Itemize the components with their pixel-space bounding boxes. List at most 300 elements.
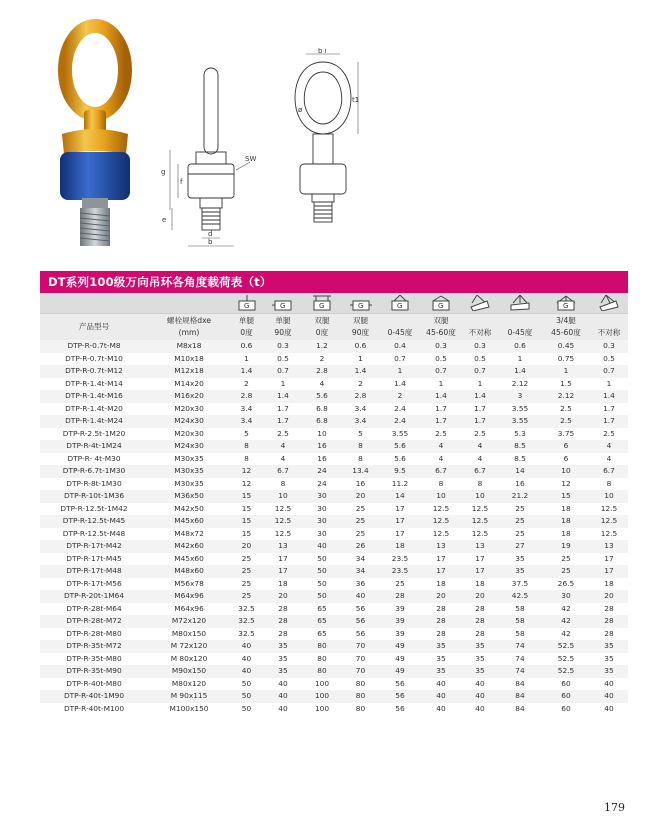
cell-load-value: 4 [606, 453, 612, 463]
cell-load-value: 12.5 [274, 503, 292, 513]
load-table [40, 271, 628, 715]
cell-load-value: 10 [475, 491, 485, 500]
cell-load-value: 17 [604, 566, 614, 575]
hdr-deg-90: 90度 [351, 328, 370, 337]
cell-load-value: 35 [278, 641, 288, 650]
cell-load-value: 32.5 [238, 628, 255, 638]
cell-load-value: 1.4 [394, 378, 406, 388]
cell-load-value: 8 [244, 441, 249, 450]
cell-load-value: 1.7 [435, 403, 447, 413]
cell-product-model: DTP-R-35t-M90 [66, 666, 122, 675]
hdr-single-leg: 单腿 [275, 316, 291, 325]
cell-load-value: 1.4 [277, 391, 289, 400]
cell-load-value: 6 [563, 441, 569, 450]
cell-load-value: 20 [436, 591, 446, 600]
cell-load-value: 3.75 [557, 428, 575, 438]
hdr-double-leg: 双腿 [314, 316, 330, 325]
cell-load-value: 28 [436, 616, 446, 625]
cell-load-value: 80 [317, 666, 327, 675]
cell-load-value: 25 [515, 516, 525, 525]
cell-load-value: 1.7 [603, 416, 615, 425]
table-body [40, 340, 628, 715]
hdr-three-four-leg: 3/4腿 [556, 316, 576, 325]
cell-load-value: 14 [515, 466, 525, 475]
page-number: 179 [604, 801, 625, 814]
cell-load-value: 18 [604, 578, 614, 588]
cell-load-value: 6.7 [603, 466, 615, 475]
cell-load-value: 25 [355, 528, 366, 538]
cell-load-value: 0.3 [474, 341, 486, 350]
cell-load-value: 32.5 [238, 603, 255, 613]
cell-load-value: 5.6 [316, 391, 328, 400]
cell-load-value: 35 [278, 666, 288, 675]
hdr-deg-0: 0度 [240, 328, 253, 337]
table-row [40, 603, 628, 616]
cell-load-value: 20 [355, 491, 366, 500]
cell-load-value: 18 [395, 541, 405, 550]
cell-load-value: 28 [604, 628, 614, 638]
cell-bolt-spec: M30x35 [174, 466, 204, 475]
cell-load-value: 25 [561, 566, 571, 575]
single-leg-90-icon [263, 293, 303, 313]
cell-load-value: 2.5 [435, 428, 447, 438]
cell-load-value: 17 [395, 528, 405, 538]
cell-bolt-spec: M80x120 [171, 678, 207, 688]
cell-load-value: 52.5 [557, 653, 575, 663]
cell-load-value: 19 [561, 541, 571, 550]
cell-product-model: DTP-R-0.7t-M8 [67, 341, 121, 350]
cell-load-value: 28 [278, 616, 288, 625]
cell-load-value: 17 [475, 566, 485, 575]
cell-load-value: 50 [241, 691, 252, 700]
dim-e-label: e [162, 216, 167, 224]
table-row [40, 403, 628, 416]
cell-load-value: 35 [475, 653, 485, 663]
cell-load-value: 84 [515, 703, 525, 713]
cell-bolt-spec: M80x150 [171, 628, 207, 638]
table-title: DT系列100级万向吊环各角度载荷表（t） [40, 271, 628, 293]
cell-load-value: 56 [355, 628, 366, 638]
cell-load-value: 28 [278, 603, 288, 613]
cell-load-value: 1.7 [474, 403, 486, 413]
cell-load-value: 1.4 [514, 366, 526, 375]
cell-load-value: 3.4 [240, 416, 253, 425]
cell-load-value: 20 [475, 591, 485, 600]
cell-load-value: 5 [358, 428, 363, 438]
cell-load-value: 80 [355, 691, 366, 700]
cell-load-value: 2.8 [316, 366, 328, 375]
cell-bolt-spec: M90x150 [171, 666, 207, 675]
cell-load-value: 12.5 [471, 516, 489, 525]
cell-load-value: 3.55 [511, 403, 529, 413]
cell-load-value: 56 [355, 603, 366, 613]
cell-product-model: DTP-R-0.7t-M10 [65, 353, 123, 363]
cell-load-value: 52.5 [557, 641, 575, 650]
asymmetric-icon [462, 293, 498, 313]
cell-load-value: 25 [395, 578, 405, 588]
table-row [40, 390, 628, 403]
cell-load-value: 8 [358, 441, 363, 450]
cell-load-value: 3.4 [354, 403, 367, 413]
cell-product-model: DTP-R- 4t-M30 [67, 453, 121, 463]
hdr-asymmetric: 不对称 [468, 328, 492, 337]
cell-load-value: 50 [241, 703, 252, 713]
cell-load-value: 4 [606, 441, 612, 450]
dim-f-label: f [180, 178, 183, 186]
cell-load-value: 0.6 [240, 341, 253, 350]
cell-load-value: 8 [438, 478, 444, 488]
cell-load-value: 60 [561, 691, 571, 700]
cell-load-value: 0.7 [277, 366, 289, 375]
cell-product-model: DTP-R-20t-1M64 [63, 591, 125, 600]
cell-load-value: 13.4 [352, 466, 369, 475]
cell-load-value: 25 [515, 528, 525, 538]
cell-load-value: 20 [278, 591, 288, 600]
cell-product-model: DTP-R-28t-M72 [66, 616, 122, 625]
cell-load-value: 4 [319, 378, 325, 388]
svg-text:G: G [243, 302, 249, 310]
cell-load-value: 58 [515, 628, 525, 638]
svg-text:G: G [280, 302, 286, 310]
cell-load-value: 25 [515, 503, 525, 513]
cell-load-value: 30 [317, 528, 327, 538]
cell-load-value: 13 [604, 541, 614, 550]
cell-load-value: 40 [436, 691, 446, 700]
cell-product-model: DTP-R-40t-M80 [66, 678, 122, 688]
asymmetric-multi-icon [590, 293, 628, 313]
cell-load-value: 35 [436, 641, 446, 650]
cell-load-value: 26 [355, 541, 366, 550]
dim-d-label: d [208, 230, 213, 238]
cell-product-model: DTP-R-40t-M100 [63, 703, 125, 713]
cell-load-value: 1 [438, 378, 444, 388]
cell-load-value: 4 [280, 453, 286, 463]
table-row [40, 540, 628, 553]
cell-load-value: 15 [241, 528, 252, 538]
cell-load-value: 17 [436, 553, 446, 563]
cell-load-value: 8 [244, 453, 249, 463]
cell-load-value: 2 [358, 378, 363, 388]
cell-load-value: 2 [244, 378, 249, 388]
product-photo [40, 18, 150, 250]
cell-load-value: 6 [563, 453, 569, 463]
cell-load-value: 2.12 [511, 378, 529, 388]
cell-bolt-spec: M72x120 [171, 616, 207, 625]
cell-load-value: 26.5 [557, 578, 575, 588]
cell-load-value: 39 [395, 603, 405, 613]
cell-load-value: 3 [517, 391, 523, 400]
cell-load-value: 3.55 [511, 416, 529, 425]
cell-load-value: 25 [241, 566, 252, 575]
cell-bolt-spec: M45x60 [174, 516, 204, 525]
cell-load-value: 28 [436, 603, 446, 613]
cell-load-value: 1.7 [277, 416, 289, 425]
cell-load-value: 2.5 [560, 403, 572, 413]
cell-load-value: 23.5 [391, 553, 409, 563]
cell-load-value: 8.5 [514, 441, 526, 450]
cell-load-value: 17 [395, 503, 405, 513]
table-row [40, 465, 628, 478]
cell-load-value: 1.2 [316, 341, 328, 350]
cell-load-value: 9.5 [394, 466, 406, 475]
cell-bolt-spec: M20x30 [174, 428, 204, 438]
cell-load-value: 65 [317, 628, 327, 638]
cell-load-value: 18 [475, 578, 485, 588]
cell-load-value: 49 [395, 641, 405, 650]
cell-load-value: 2.5 [603, 428, 615, 438]
dim-b-label: b [208, 238, 213, 246]
dim-sw-label: SW [245, 155, 257, 163]
cell-bolt-spec: M56x78 [174, 578, 204, 588]
cell-load-value: 0.5 [277, 353, 289, 363]
cell-bolt-spec: M45x60 [174, 553, 204, 563]
cell-load-value: 56 [355, 616, 366, 625]
svg-text:G: G [438, 302, 444, 310]
cell-load-value: 12.5 [600, 503, 618, 513]
cell-load-value: 4 [438, 453, 444, 463]
three-four-leg-0-45-icon [498, 293, 542, 313]
cell-load-value: 70 [355, 641, 366, 650]
cell-bolt-spec: M12x18 [174, 366, 204, 375]
cell-load-value: 16 [515, 478, 525, 488]
cell-load-value: 0.75 [557, 353, 575, 363]
hdr-range-45-60: 45-60度 [426, 328, 456, 337]
cell-load-value: 25 [241, 553, 252, 563]
hdr-range-45-60: 45-60度 [551, 328, 581, 337]
cell-load-value: 15 [241, 491, 252, 500]
cell-load-value: 74 [515, 653, 525, 663]
cell-product-model: DTP-R-12.5t-M48 [62, 528, 126, 538]
hdr-double-leg: 双腿 [352, 316, 369, 325]
cell-load-value: 1 [563, 366, 569, 375]
cell-load-value: 40 [436, 703, 446, 713]
cell-load-value: 12.5 [432, 516, 450, 525]
cell-load-value: 58 [515, 603, 525, 613]
cell-load-value: 28 [475, 603, 485, 613]
cell-load-value: 13 [278, 541, 288, 550]
cell-load-value: 32.5 [238, 616, 255, 625]
cell-load-value: 23.5 [391, 566, 409, 575]
cell-product-model: DTP-R-17t-M42 [66, 541, 122, 550]
cell-load-value: 0.45 [557, 341, 575, 350]
cell-load-value: 40 [317, 541, 327, 550]
cell-load-value: 15 [241, 503, 252, 513]
cell-load-value: 35 [604, 666, 614, 675]
cell-load-value: 6.7 [435, 466, 447, 475]
cell-load-value: 2.5 [474, 428, 486, 438]
cell-load-value: 50 [317, 553, 327, 563]
cell-load-value: 40 [604, 691, 614, 700]
table-row [40, 528, 628, 541]
cell-load-value: 12.5 [600, 516, 618, 525]
cell-load-value: 4 [477, 441, 483, 450]
cell-load-value: 40 [604, 703, 614, 713]
cell-load-value: 2 [397, 391, 403, 400]
cell-load-value: 40 [436, 678, 446, 688]
cell-load-value: 84 [515, 691, 525, 700]
cell-load-value: 40 [278, 678, 288, 688]
cell-bolt-spec: M 90x115 [170, 691, 208, 700]
cell-load-value: 25 [355, 503, 366, 513]
svg-text:G: G [319, 302, 325, 310]
cell-load-value: 5.3 [514, 428, 526, 438]
double-leg-90-icon [341, 293, 380, 313]
cell-load-value: 8 [477, 478, 483, 488]
cell-load-value: 2.4 [394, 416, 406, 425]
hdr-range-0-45: 0-45度 [507, 328, 533, 337]
cell-load-value: 18 [278, 578, 288, 588]
cell-load-value: 2 [319, 353, 325, 363]
cell-load-value: 35 [515, 566, 525, 575]
cell-product-model: DTP-R-12.5t-M45 [62, 516, 126, 525]
cell-load-value: 17 [395, 516, 405, 525]
cell-load-value: 0.6 [354, 341, 367, 350]
cell-load-value: 35 [475, 666, 485, 675]
cell-load-value: 0.5 [435, 353, 447, 363]
cell-load-value: 70 [355, 653, 366, 663]
cell-load-value: 42 [561, 628, 571, 638]
cell-load-value: 0.5 [474, 353, 486, 363]
cell-load-value: 27 [515, 541, 525, 550]
table-row [40, 578, 628, 591]
cell-load-value: 24 [317, 478, 327, 488]
cell-load-value: 1.4 [435, 391, 447, 400]
cell-load-value: 28 [604, 603, 614, 613]
cell-load-value: 1.7 [277, 403, 289, 413]
cell-load-value: 74 [515, 666, 525, 675]
cell-product-model: DTP-R-2.5t-1M20 [62, 428, 126, 438]
cell-load-value: 40 [241, 653, 252, 663]
cell-load-value: 56 [395, 703, 405, 713]
cell-load-value: 30 [317, 503, 327, 513]
table-row [40, 440, 628, 453]
cell-bolt-spec: M 72x120 [170, 641, 208, 650]
cell-product-model: DTP-R-17t-M48 [66, 566, 122, 575]
cell-load-value: 52.5 [557, 666, 575, 675]
table-row [40, 565, 628, 578]
cell-bolt-spec: M42x50 [174, 503, 204, 513]
hdr-bolt-spec: 螺栓规格dxe [166, 316, 212, 325]
cell-load-value: 40 [604, 678, 614, 688]
dim-g-label: g [161, 168, 166, 176]
cell-load-value: 12.5 [471, 503, 489, 513]
cell-bolt-spec: M10x18 [174, 353, 204, 363]
cell-load-value: 0.7 [474, 366, 486, 375]
cell-load-value: 17 [604, 553, 614, 563]
cell-load-value: 1 [606, 378, 612, 388]
cell-product-model: DTP-R-4t-1M24 [66, 441, 122, 450]
cell-load-value: 1.7 [603, 403, 615, 413]
cell-load-value: 21.2 [511, 491, 529, 500]
table-row [40, 490, 628, 503]
cell-load-value: 80 [317, 641, 327, 650]
svg-text:G: G [397, 302, 403, 310]
dim-phi-label: ø [298, 106, 303, 114]
cell-load-value: 18 [436, 578, 446, 588]
cell-bolt-spec: M8x18 [176, 341, 202, 350]
cell-load-value: 8 [606, 478, 612, 488]
cell-load-value: 1 [477, 378, 483, 388]
cell-load-value: 60 [561, 678, 571, 688]
cell-load-value: 1.4 [603, 391, 615, 400]
table-row [40, 365, 628, 378]
cell-load-value: 28 [395, 591, 405, 600]
cell-load-value: 28 [475, 616, 485, 625]
table-row [40, 503, 628, 516]
hdr-deg-90: 90度 [274, 328, 292, 337]
cell-product-model: DTP-R-10t-1M36 [63, 491, 125, 500]
cell-load-value: 0.7 [394, 353, 406, 363]
cell-product-model: DTP-R-40t-1M90 [63, 691, 125, 700]
cell-product-model: DTP-R-35t-M80 [66, 653, 122, 663]
cell-load-value: 3.4 [240, 403, 253, 413]
cell-load-value: 12.5 [432, 503, 450, 513]
cell-load-value: 0.3 [603, 341, 615, 350]
cell-load-value: 1.7 [435, 416, 447, 425]
table-row [40, 703, 628, 716]
cell-product-model: DTP-R-12.5t-1M42 [60, 503, 128, 513]
cell-load-value: 6.8 [316, 403, 328, 413]
table-row [40, 590, 628, 603]
cell-load-value: 35 [475, 641, 485, 650]
cell-load-value: 1 [517, 353, 523, 363]
cell-load-value: 28 [475, 628, 485, 638]
cell-load-value: 40 [241, 666, 252, 675]
header-row [40, 314, 628, 340]
cell-load-value: 35 [436, 653, 446, 663]
cell-load-value: 8.5 [514, 453, 526, 463]
cell-load-value: 12.5 [274, 528, 292, 538]
cell-load-value: 12 [241, 478, 252, 488]
cell-load-value: 24 [317, 466, 327, 475]
cell-load-value: 13 [436, 541, 446, 550]
cell-load-value: 1 [244, 353, 249, 363]
cell-product-model: DTP-R-28t-M64 [66, 603, 122, 613]
cell-load-value: 0.4 [394, 341, 406, 350]
cell-load-value: 5 [244, 428, 249, 438]
table-row [40, 453, 628, 466]
cell-load-value: 39 [395, 616, 405, 625]
cell-load-value: 18 [561, 516, 571, 525]
cell-product-model: DTP-R-28t-M80 [66, 628, 122, 638]
cell-load-value: 6.8 [316, 416, 328, 425]
cell-load-value: 1.7 [474, 416, 486, 425]
cell-load-value: 17 [475, 553, 485, 563]
table-row [40, 428, 628, 441]
cell-load-value: 40 [241, 641, 252, 650]
cell-load-value: 30 [561, 591, 571, 600]
cell-load-value: 25 [355, 516, 366, 525]
cell-load-value: 80 [317, 653, 327, 663]
cell-load-value: 40 [475, 691, 485, 700]
cell-load-value: 16 [317, 441, 327, 450]
cell-load-value: 15 [561, 491, 571, 500]
front-view-drawing [282, 48, 364, 230]
hdr-deg-0: 0度 [315, 328, 329, 337]
cell-load-value: 1.4 [354, 366, 367, 375]
cell-load-value: 16 [317, 453, 327, 463]
cell-load-value: 35 [278, 653, 288, 663]
cell-load-value: 1.4 [240, 366, 253, 375]
cell-load-value: 34 [355, 566, 366, 575]
table-row [40, 515, 628, 528]
cell-load-value: 20 [241, 541, 252, 550]
cell-product-model: DTP-R-6.7t-1M30 [62, 466, 126, 475]
table-row [40, 665, 628, 678]
cell-bolt-spec: M20x30 [174, 403, 204, 413]
cell-bolt-spec: M24x30 [174, 416, 204, 425]
cell-product-model: DTP-R-17t-M56 [66, 578, 122, 588]
